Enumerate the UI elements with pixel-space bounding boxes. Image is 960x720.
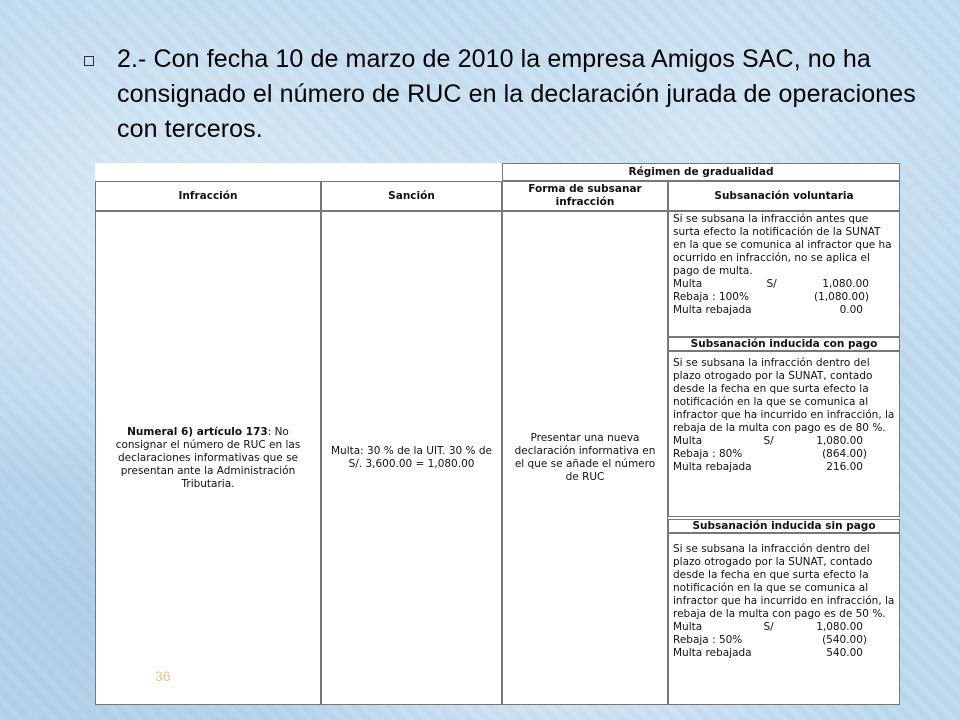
voluntaria-cell	[668, 211, 900, 337]
sin-pago-multa-row: Multa S/ 1,080.00	[673, 621, 863, 633]
voluntaria-rebajada-row: Multa rebajada 0.00	[673, 304, 863, 316]
page-number: 36	[155, 668, 171, 684]
forma-cell: Presentar una nueva declaración informativa en el que se añade el número de RUC	[502, 211, 668, 705]
sin-pago-header: Subsanación inducida sin pago	[668, 519, 900, 533]
voluntaria-multa-row: Multa S/ 1,080.00	[673, 278, 869, 290]
sancion-cell: Multa: 30 % de la UIT. 30 % de S/. 3,600.00 = 1,080.00	[321, 211, 502, 705]
voluntaria-rebaja-row: Rebaja : 100% (1,080.00)	[673, 291, 869, 303]
col-header-voluntaria: Subsanación voluntaria	[668, 181, 900, 211]
sin-pago-text: Si se subsana la infracción dentro del plazo otrogado por la SUNAT, contado desde la fecha en que surta efecto la notificación en la que se comunica al infractor que ha incurrido en infracción, la rebaja de la multa con pago es de 50 %.	[673, 543, 895, 620]
bullet-icon	[84, 56, 94, 66]
col-header-sancion: Sanción	[321, 181, 502, 211]
sin-pago-rebajada-row: Multa rebajada 540.00	[673, 647, 863, 659]
gradualidad-table	[95, 163, 900, 705]
con-pago-cell	[668, 351, 900, 517]
col-header-forma: Forma de subsanar infracción	[502, 181, 668, 211]
group-header: Régimen de gradualidad	[502, 163, 900, 181]
infraccion-cell	[95, 211, 321, 705]
con-pago-text: Si se subsana la infracción dentro del plazo otrogado por la SUNAT, contado desde la fecha en que surta efecto la notificación en la que se comunica al infractor que ha incurrido en infracción, la rebaja de la multa con pago es de 80 %.	[673, 357, 895, 434]
infraccion-text: : No consignar el número de RUC en las declaraciones informativas que se presentan ante la Administración Tributaria.	[115, 425, 301, 490]
con-pago-header: Subsanación inducida con pago	[668, 337, 900, 351]
sin-pago-cell	[668, 533, 900, 705]
col-header-infraccion: Infracción	[95, 181, 321, 211]
con-pago-rebajada-row: Multa rebajada 216.00	[673, 461, 863, 473]
con-pago-multa-row: Multa S/ 1,080.00	[673, 435, 863, 447]
sin-pago-rebaja-row: Rebaja : 50% (540.00)	[673, 634, 867, 646]
voluntaria-text: Si se subsana la infracción antes que surta efecto la notificación de la SUNAT en la que se comunica al infractor que ha ocurrido en infracción, no se aplica el pago de multa.	[673, 213, 892, 277]
slide-heading: 2.- Con fecha 10 de marzo de 2010 la empresa Amigos SAC, no ha consignado el número de RUC en la declaración jurada de operaciones con terceros.	[117, 45, 916, 143]
con-pago-rebaja-row: Rebaja : 80% (864.00)	[673, 448, 867, 460]
infraccion-bold: Numeral 6) artículo 173	[127, 425, 268, 438]
